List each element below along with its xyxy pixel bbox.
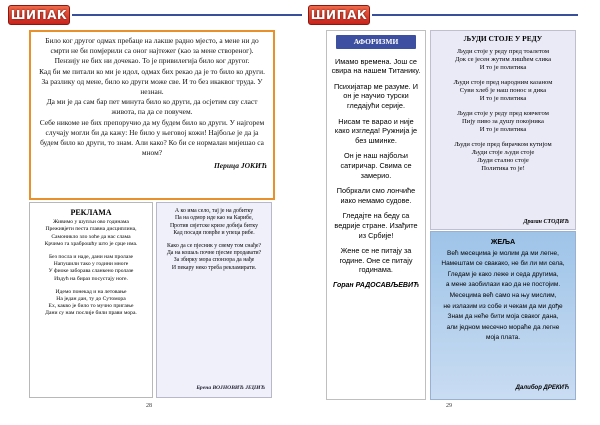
zelja-line: Намештам се свакако, не би ли ми села,: [441, 260, 565, 268]
reklama-title: РЕКЛАМА: [70, 208, 112, 217]
ljudi-title: ЉУДИ СТОЈЕ У РЕДУ: [463, 34, 543, 43]
header-rule: [72, 14, 300, 16]
poem-box: [156, 202, 272, 398]
ljudi-stanza: Људи стоје пред народним казаном Суви хлеб је наш понос и дика И то је политика: [453, 79, 553, 102]
logo-text: ШИПАК: [10, 8, 68, 22]
shipak-logo: [8, 5, 70, 25]
reklama-stanza: Без посла и наде, дани нам пролазе Напушили тако у години многе У фиоке заборава сланкено пролазе Издућ на бираз посустају ноге.: [48, 254, 134, 282]
zelja-line: а мене заобилази као да не постојим.: [445, 281, 561, 289]
aforizmi-box: [326, 30, 426, 400]
poem-signature: Брена ВОЈНОВИЋ ЈЕЏИЋ: [196, 384, 265, 391]
aphorism: Имамо времена. Још се свира на нашем Титанику.: [331, 56, 421, 76]
zelja-line: Месецима већ само на њу мислим,: [449, 291, 557, 299]
story-paragraph: Да ми је да сам бар пет минута било ко други, да осјетим сву сласт живота, па да се повучем.: [46, 97, 258, 117]
zelja-signature: Далибор ДРЕКИЋ: [515, 385, 569, 392]
ljudi-stanza: Људи стоје у реду пред тоалетом Док се јесен жутим лишћем слика И то је политика: [454, 48, 552, 71]
ljudi-stanza: Људи стоје у реду пред ковчегом Пију пиво за душу покојника И то је политика: [457, 110, 549, 133]
reklama-stanza: Идемо понекад и на летовање На један дан, ту до Сутомора Ех, какво је било то мучно пригање Дани су нам послије били прави мора.: [45, 288, 137, 317]
zelja-title: ЖЕЉА: [490, 237, 516, 246]
shipak-logo: [308, 5, 370, 25]
story-paragraph: Себе никоме не бих препоручио да му будем било ко други. У најгорем случају могли би да кажу: Не било у његовој кожи! Најбоље је да ја будем било ко други, то знам. Али како? Ко би се нормалан мијешао са мном?: [39, 117, 265, 158]
zelja-line: Гледам је како леже и седа другима,: [447, 270, 559, 278]
aforizmi-title: АФОРИЗМИ: [336, 35, 416, 49]
aphorism: Он је наш најбољи сатиричар. Свима се замерио.: [340, 151, 412, 180]
story-signature: Перица ЈОКИЋ: [213, 161, 267, 171]
reklama-box: [29, 202, 153, 398]
poem-stanza: А ко има село, тај је на добитку Па на одмор иде као на Карибе, Против свјетске кризе добија битку Кад посади поврће и упеца рибе.: [170, 208, 258, 237]
aphorism: Побркали смо лончиће иако немамо судове.: [336, 186, 416, 205]
logo-text: ШИПАК: [310, 8, 368, 22]
page-number: 28: [146, 403, 152, 409]
aphorism: Психијатар ме разуме. И он је научио турски гледајући серије.: [334, 81, 418, 110]
ljudi-box: [430, 30, 576, 230]
zelja-line: Знам да неће бити моја сваког дана,: [447, 313, 559, 321]
zelja-line: моја плата.: [485, 334, 521, 342]
aphorism: Нисам те варао и није како изгледа! Ружнија је без шминке.: [334, 116, 418, 145]
story-paragraph: Кад би ме питали ко ми је идол, одмах бих рекао да је то било ко други. За разлику од мене, било ко други може све. И то без икаквог труда. У незнан.: [39, 66, 265, 97]
ljudi-stanza: Људи стоје пред бирачком кутијом Људи стоје људи стоје Људи стално стоје Политика то је!: [454, 141, 552, 172]
reklama-stanza: Живимо у шупљи ово годинама Преживјети песта главна дисциплина, Самоникло зло хоће да нас слама Крчимо га храброшћу што је срце има.: [44, 219, 138, 247]
aforizmi-signature: Горан РАДОСАВЉЕВИЋ: [333, 281, 419, 289]
story-box: [29, 30, 275, 200]
zelja-line: не излазим из собе и чекам да ми дође: [443, 302, 563, 310]
aphorism: Жене се не питају за године. Оне се питају годинама.: [339, 246, 413, 275]
header-rule: [300, 14, 302, 16]
zelja-line: али једном месечно мораће да легне: [446, 323, 560, 331]
header-rule: [372, 14, 578, 16]
story-paragraph: Било ког другог одмах пребаце на лакше радно мјесто, а мене ни до смрти не би помјерили са оног најтежег (као за мене створеног). Пензију не бих ни дочекао. То је привилегија било ког другог.: [45, 36, 259, 66]
zelja-box: [430, 231, 576, 400]
poem-stanza: Како да се пјесник у свему том снађе? Да на кошаљ почне пјесме продавати? За збирку мора спонзора да нађе И пекару неко треба рекламирати.: [166, 242, 262, 271]
aphorism: Гледајте на беду са ведрије стране. Изађите из Србије!: [334, 211, 418, 240]
zelja-line: Већ месецима је молим да ми легне,: [447, 249, 559, 257]
page-number: 29: [446, 403, 452, 409]
ljudi-signature: Драган СТОДИЋ: [523, 219, 569, 225]
